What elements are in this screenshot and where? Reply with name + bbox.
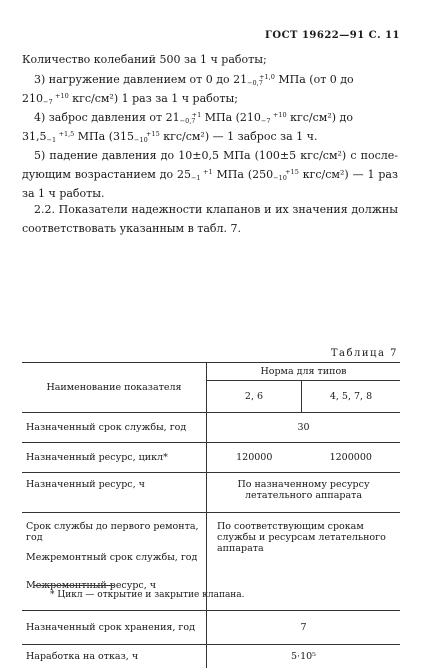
paragraph-2-2: 2.2. Показатели надежности клапанов и их значения должны соответствовать указанным в табл. 7.	[22, 203, 398, 235]
tolerance: +1,0 −0,7	[247, 73, 275, 87]
table-caption: Таблица 7	[330, 348, 398, 359]
paragraph-item-3: 3) нагружение давлением от 0 до 21 +1,0 −0,7 МПа (от 0 до 210 +10 −7 кгс/см²) 1 раз за 1 ч работы;	[22, 73, 354, 106]
table-row-name: Назначенный ресурс, цикл*	[26, 452, 168, 463]
table-row-value: По назначенному ресурсу летательного аппарата	[207, 473, 401, 513]
table-row-value: 5·10⁵	[207, 644, 401, 668]
col-header-name: Наименование показателя	[22, 363, 207, 413]
table-row-name: Назначенный срок службы, год	[26, 422, 187, 433]
table-row-name: Срок службы до первого ремонта, год	[26, 521, 199, 543]
paragraph-item-5: 5) падение давления до 10±0,5 МПа (100±5 кгс/см²) с после-дующим возрастанием до 25 +1 −1 МПа (250 +15 −10 кгс/см²) — 1 раз за 1 ч работы.	[22, 149, 398, 200]
table-row-name: Назначенный срок хранения, год	[26, 621, 195, 633]
col-header-types-a: 2, 6	[207, 381, 302, 413]
table-row-value: 7	[207, 610, 401, 644]
paragraph-item-4: 4) заброс давления от 21 +1 −0,7 МПа (210 +10 −7 кгс/см²) до 31,5 +1,5 −1 МПа (315 +15 −10 кгс/см²) — 1 заброс за 1 ч.	[22, 111, 353, 144]
table-row-value: По соответствующим срокам службы и ресурсам летательного аппарата	[207, 513, 401, 611]
col-header-group: Норма для типов	[207, 363, 401, 381]
footnote-rule	[34, 585, 114, 586]
reliability-table	[22, 362, 400, 668]
table-row-name: Назначенный ресурс, ч	[26, 479, 145, 490]
table-row-name: Межремонтный ресурс, ч	[26, 580, 157, 591]
footnote: * Цикл — открытие и закрытие клапана.	[50, 590, 245, 600]
col-header-types-b: 4, 5, 7, 8	[302, 381, 401, 413]
table-row-value: 30	[207, 413, 401, 443]
table-row-value-a: 120000	[207, 443, 302, 473]
table-row-name: Межремонтный срок службы, год	[26, 552, 198, 563]
paragraph-oscillations: Количество колебаний 500 за 1 ч работы;	[22, 53, 267, 66]
table-row-value-b: 1200000	[329, 452, 372, 463]
page-header: ГОСТ 19622—91 С. 11	[264, 30, 400, 41]
table-row-name: Наработка на отказ, ч	[26, 650, 139, 662]
